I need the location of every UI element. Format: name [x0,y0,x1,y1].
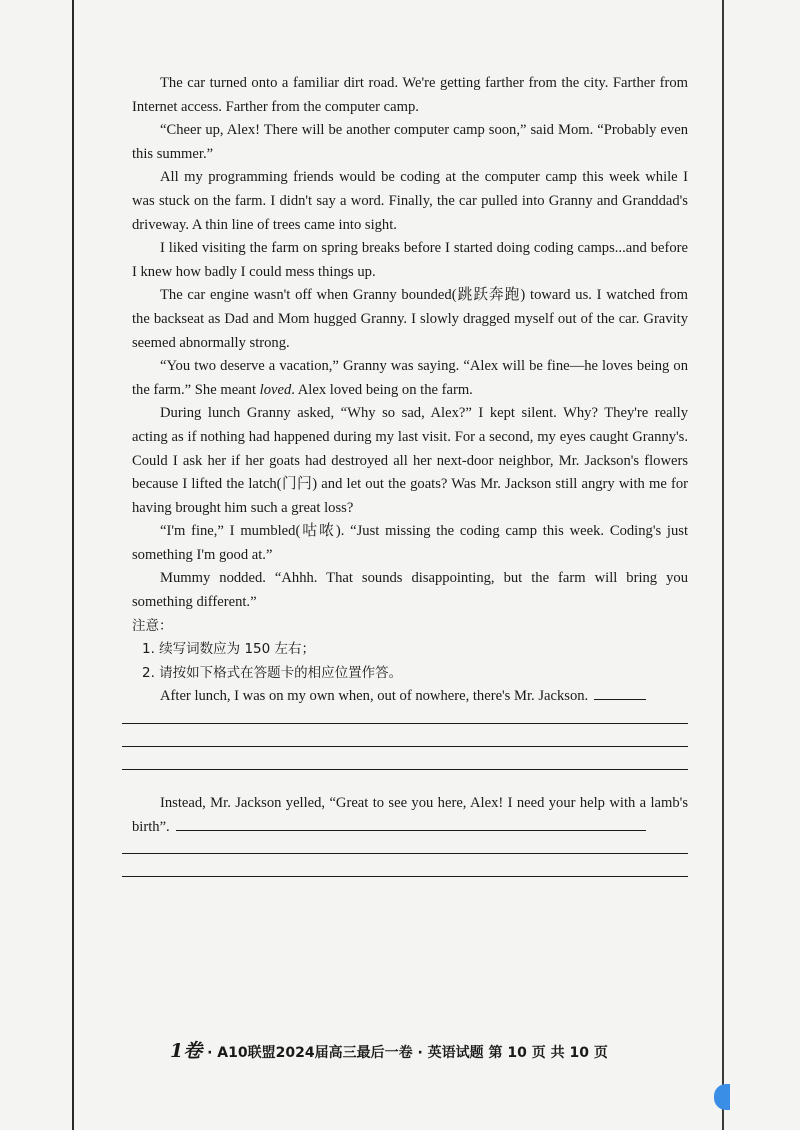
continuation-prompt-2 [132,792,688,839]
page-footer [170,1036,630,1063]
answer-line[interactable] [122,723,688,724]
answer-blank[interactable] [176,829,646,831]
brand-logo: 1卷 [170,1040,203,1062]
document-body [132,72,688,899]
answer-lines-2 [132,853,688,877]
continuation-prompt-1 [132,685,688,709]
page-edge-left [72,0,74,1130]
paragraph-vacation [132,355,688,402]
side-scroll-tab[interactable] [714,1084,730,1110]
answer-line[interactable] [122,769,688,770]
answer-blank[interactable] [594,698,646,700]
note-item: 2. 请按如下格式在答题卡的相应位置作答。 [142,664,403,681]
answer-line[interactable] [122,746,688,747]
prompt-text: Instead, Mr. Jackson yelled, “Great to see you here, Alex! I need your help with a lamb's birth”. [132,795,688,835]
answer-line[interactable] [122,876,688,877]
text-run: “You two deserve a vacation,” Granny was saying. “Alex will be fine—he loves being on the farm.” She meant [132,358,688,398]
paragraph: “I'm fine,” I mumbled(咕哝). “Just missing the coding camp this week. Coding's just something I'm good at.” [132,523,688,563]
paragraph: During lunch Granny asked, “Why so sad, Alex?” I kept silent. Why? They're really acting as if nothing had happened during my last visit. For a second, my eyes caught Granny's. Could I ask her if her goats had destroyed all her next-door neighbor, Mr. Jackson's flowers because I lifted the latch(门闩) and let out the goats? Was Mr. Jackson still angry with me for having brought him such a great loss? [132,405,688,516]
note-item: 1. 续写词数应为 150 左右； [142,641,316,658]
paragraph: Mummy nodded. “Ahhh. That sounds disappointing, but the farm will bring you something different.” [132,570,688,611]
text-run: . Alex loved being on the farm. [291,381,473,398]
answer-line[interactable] [122,853,688,854]
footer-text: · A10联盟2024届高三最后一卷 · 英语试题 第 10 页 共 10 页 [207,1045,608,1061]
paragraph: All my programming friends would be coding at the computer camp this week while I was stuck on the farm. I didn't say a word. Finally, the car pulled into Granny and Granddad's driveway. A thin line of trees came into sight. [132,169,688,233]
paragraph: The car turned onto a familiar dirt road. We're getting farther from the city. Farther from Internet access. Farther from the computer camp. [132,75,688,115]
prompt-text: After lunch, I was on my own when, out of nowhere, there's Mr. Jackson. [160,688,589,705]
answer-lines-1 [132,723,688,770]
page-edge-right [722,0,724,1130]
paragraph: “Cheer up, Alex! There will be another computer camp soon,” said Mom. “Probably even this summer.” [132,122,688,162]
paragraph: I liked visiting the farm on spring breaks before I started doing coding camps...and before I knew how badly I could mess things up. [132,240,688,280]
notes-label: 注意： [132,617,173,634]
paragraph: The car engine wasn't off when Granny bounded(跳跃奔跑) toward us. I watched from the backseat as Dad and Mom hugged Granny. I slowly dragged myself out of the car. Gravity seemed abnormally strong. [132,287,688,351]
emphasis-word: loved [259,381,292,398]
